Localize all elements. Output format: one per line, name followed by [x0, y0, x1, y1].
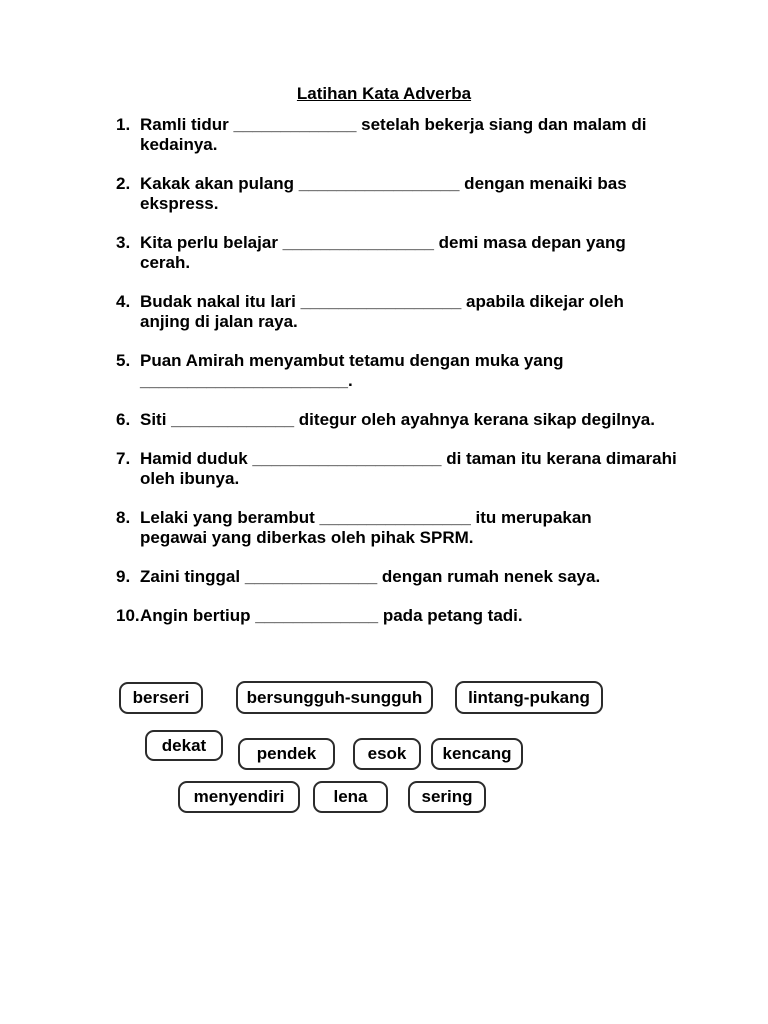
- question-2-number: 2.: [116, 174, 131, 193]
- question-1-number: 1.: [116, 115, 131, 134]
- word-bank-item-kencang: kencang: [431, 738, 523, 770]
- question-5: [116, 351, 768, 391]
- question-4: [116, 292, 768, 332]
- word-bank-item-lena: lena: [313, 781, 388, 813]
- question-list: [116, 115, 768, 626]
- question-6: [116, 410, 768, 430]
- question-1-line-1: Ramli tidur _____________ setelah bekerja siang dan malam di: [140, 115, 647, 134]
- question-3-number: 3.: [116, 233, 131, 252]
- question-5-line-1: Puan Amirah menyambut tetamu dengan muka yang: [140, 351, 564, 370]
- question-4-number: 4.: [116, 292, 131, 311]
- word-bank-item-esok: esok: [353, 738, 421, 770]
- worksheet-title: Latihan Kata Adverba: [296, 84, 472, 103]
- question-7: [116, 449, 768, 489]
- question-9: [116, 567, 768, 587]
- word-bank-item-bersungguh-sungguh: bersungguh-sungguh: [236, 681, 433, 714]
- question-6-number: 6.: [116, 410, 131, 429]
- question-6-line-1: Siti _____________ ditegur oleh ayahnya kerana sikap degilnya.: [140, 410, 655, 429]
- question-2-line-2: ekspress.: [140, 194, 219, 213]
- question-7-number: 7.: [116, 449, 131, 468]
- word-bank-item-berseri: berseri: [119, 682, 203, 714]
- question-9-number: 9.: [116, 567, 131, 586]
- question-5-number: 5.: [116, 351, 131, 370]
- question-2: [116, 174, 768, 214]
- question-7-line-1: Hamid duduk ____________________ di taman itu kerana dimarahi: [140, 449, 677, 468]
- word-bank-item-sering: sering: [408, 781, 486, 813]
- question-5-line-2: ______________________.: [140, 371, 353, 390]
- question-4-line-2: anjing di jalan raya.: [140, 312, 298, 331]
- question-8-line-1: Lelaki yang berambut ________________ itu merupakan: [140, 508, 592, 527]
- question-4-line-1: Budak nakal itu lari _________________ apabila dikejar oleh: [140, 292, 624, 311]
- question-10-number: 10.: [116, 606, 140, 625]
- question-10: [116, 606, 768, 626]
- question-7-line-2: oleh ibunya.: [140, 469, 240, 488]
- word-bank-item-dekat: dekat: [145, 730, 223, 761]
- question-9-line-1: Zaini tinggal ______________ dengan rumah nenek saya.: [140, 567, 601, 586]
- question-3: [116, 233, 768, 273]
- question-2-line-1: Kakak akan pulang _________________ dengan menaiki bas: [140, 174, 627, 193]
- question-1: [116, 115, 768, 155]
- question-10-line-1: Angin bertiup _____________ pada petang tadi.: [140, 606, 523, 625]
- question-8-number: 8.: [116, 508, 131, 527]
- word-bank-item-menyendiri: menyendiri: [178, 781, 300, 813]
- word-bank-item-lintang-pukang: lintang-pukang: [455, 681, 603, 714]
- question-8-line-2: pegawai yang diberkas oleh pihak SPRM.: [140, 528, 474, 547]
- question-3-line-1: Kita perlu belajar ________________ demi masa depan yang: [140, 233, 626, 252]
- question-8: [116, 508, 768, 548]
- question-3-line-2: cerah.: [140, 253, 191, 272]
- word-bank-item-pendek: pendek: [238, 738, 335, 770]
- question-1-line-2: kedainya.: [140, 135, 218, 154]
